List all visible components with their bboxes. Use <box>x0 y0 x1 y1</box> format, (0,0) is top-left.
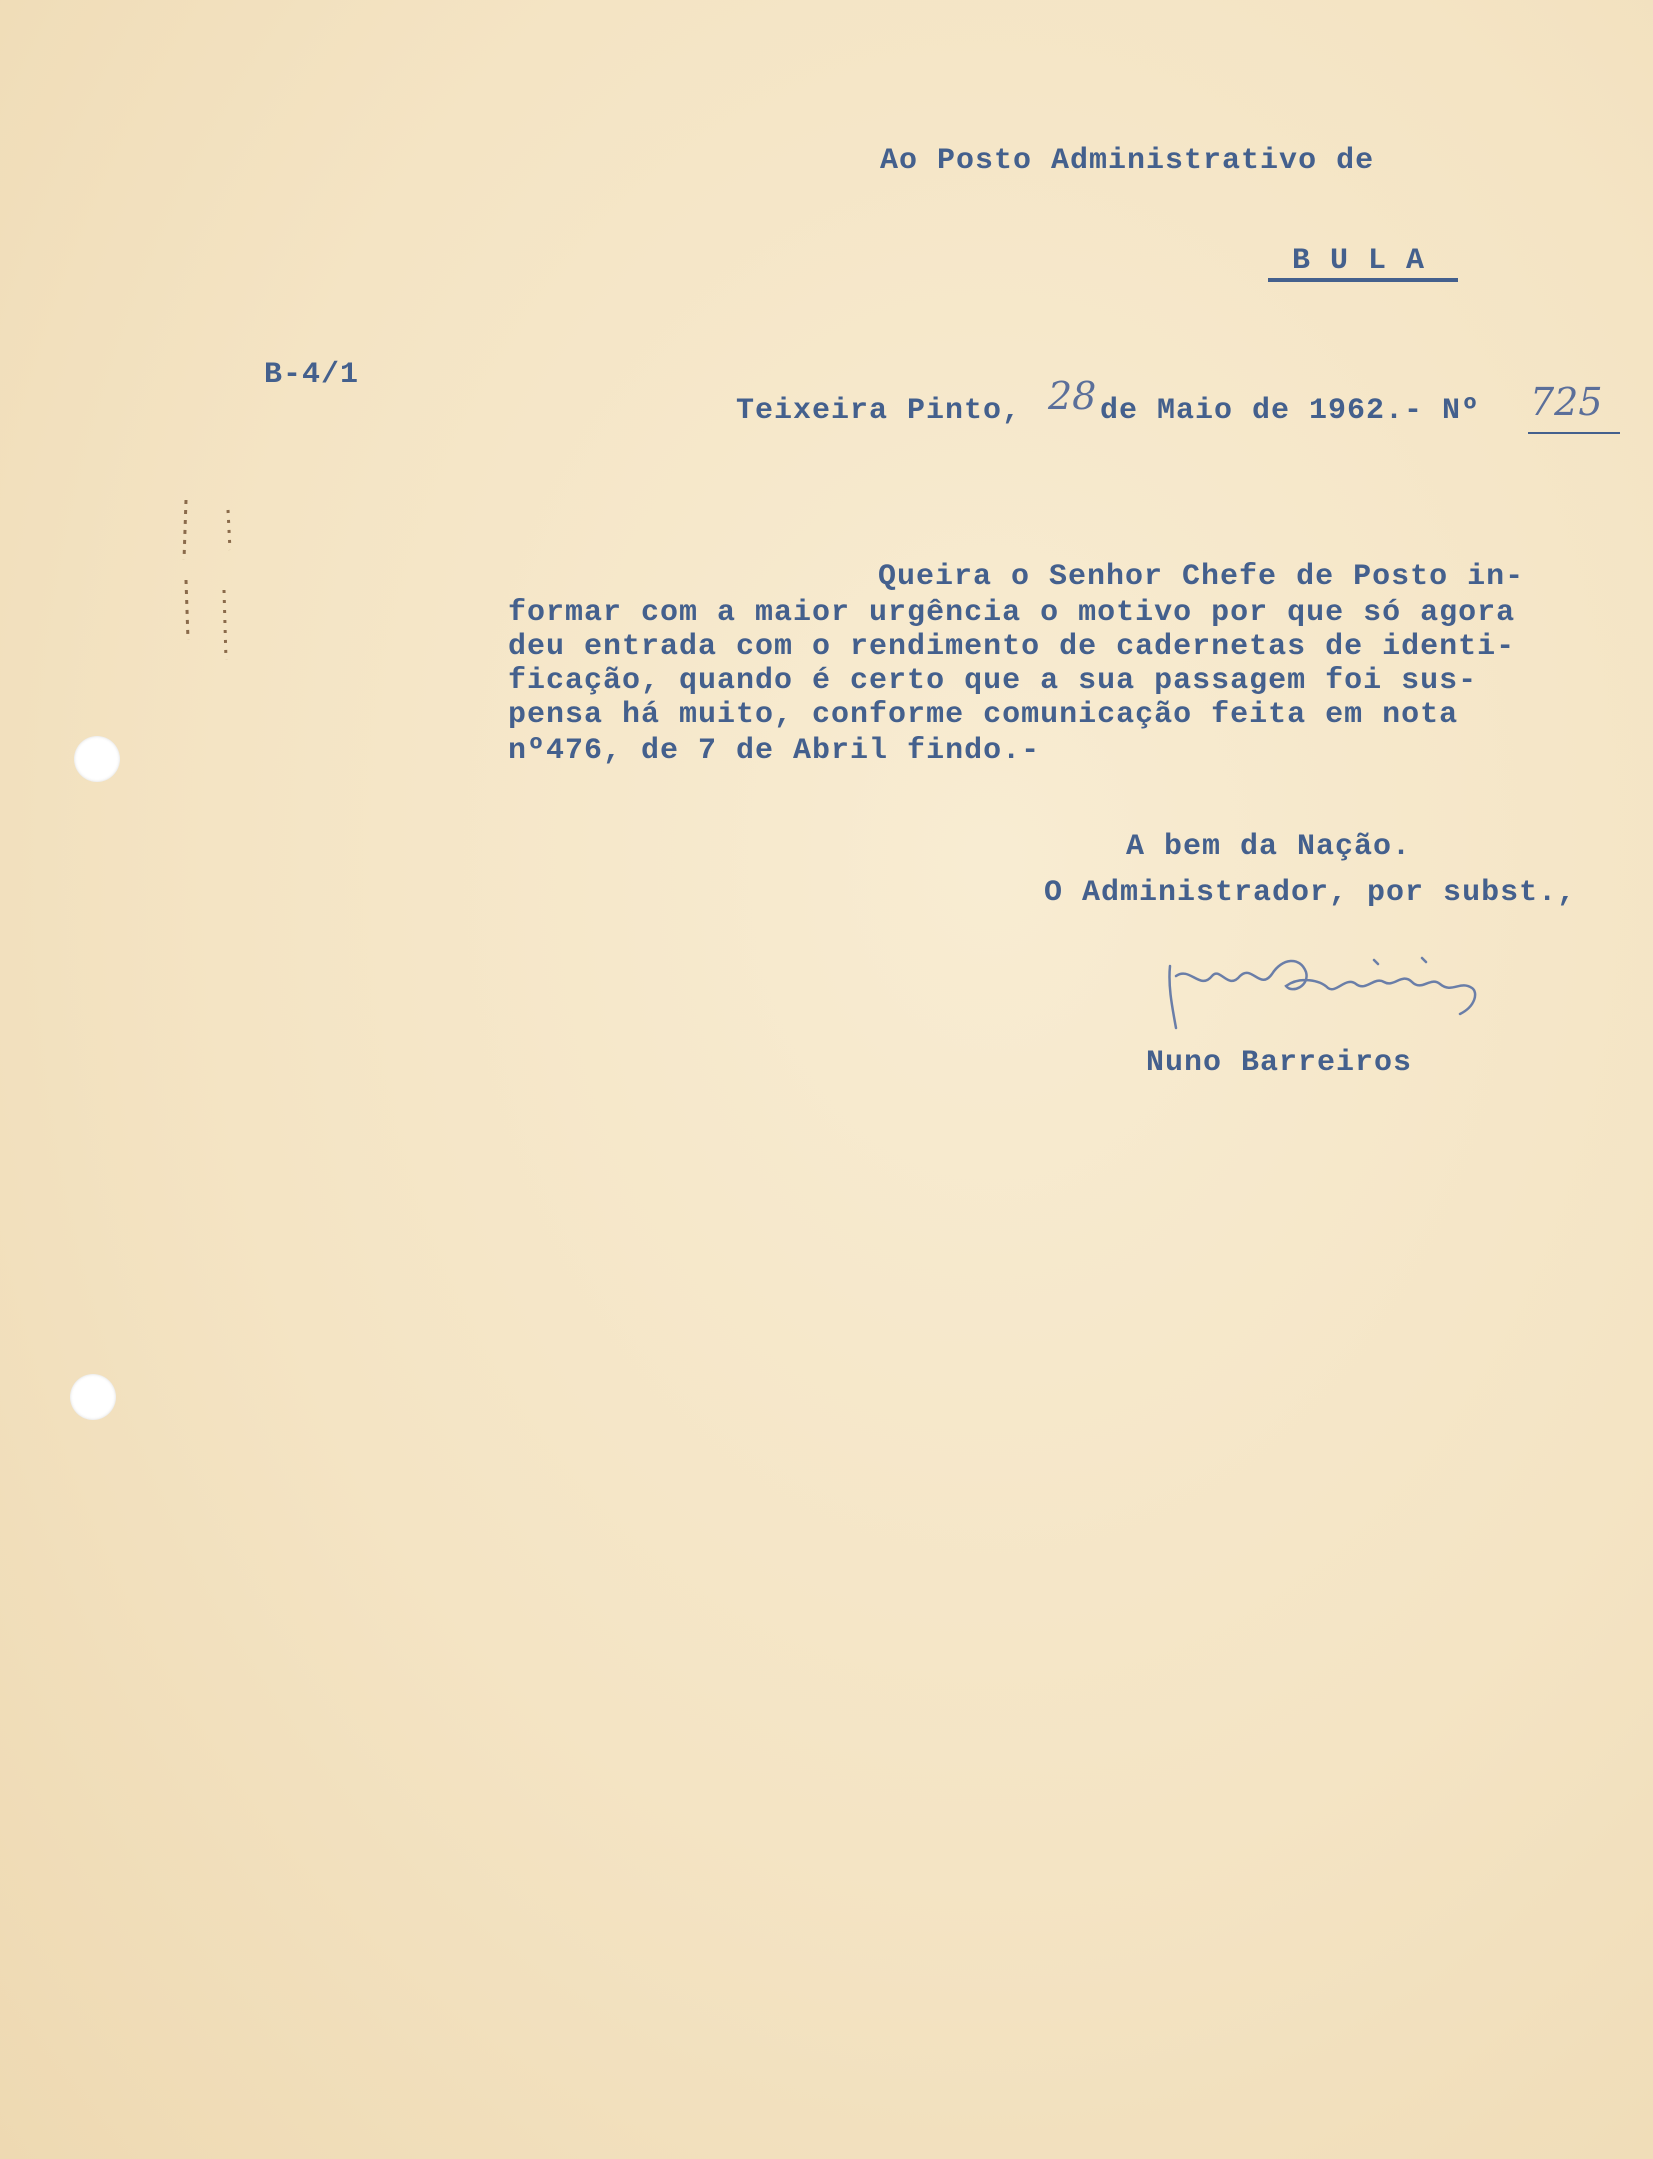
body-line: ficação, quando é certo que a sua passagem foi sus- <box>508 664 1478 698</box>
recipient-line: Ao Posto Administrativo de <box>880 144 1375 178</box>
dateline-rest: de Maio de 1962.- Nº <box>1100 394 1481 428</box>
dateline-number-handwritten: 725 <box>1530 380 1603 424</box>
recipient-place: B U L A <box>1292 244 1426 278</box>
dateline-day-handwritten: 28 <box>1048 374 1097 418</box>
signature <box>1160 936 1490 1036</box>
closing-title: O Administrador, por subst., <box>1044 876 1577 910</box>
punch-hole-bottom <box>70 1374 116 1420</box>
dateline-place: Teixeira Pinto, <box>736 394 1022 428</box>
rust-marks <box>178 490 238 700</box>
recipient-place-underline <box>1268 278 1458 282</box>
signatory-name: Nuno Barreiros <box>1146 1046 1413 1080</box>
body-line: Queira o Senhor Chefe de Posto in- <box>878 560 1525 594</box>
punch-hole-top <box>74 736 120 782</box>
body-line: formar com a maior urgência o motivo por que só agora <box>508 596 1516 630</box>
body-line: pensa há muito, conforme comunicação feita em nota <box>508 698 1459 732</box>
closing-salutation: A bem da Nação. <box>1126 830 1412 864</box>
reference-code: B-4/1 <box>264 358 360 392</box>
body-line: deu entrada com o rendimento de cadernetas de identi- <box>508 630 1516 664</box>
body-line: nº476, de 7 de Abril findo.- <box>508 734 1041 768</box>
dateline-number-underline <box>1528 432 1620 434</box>
